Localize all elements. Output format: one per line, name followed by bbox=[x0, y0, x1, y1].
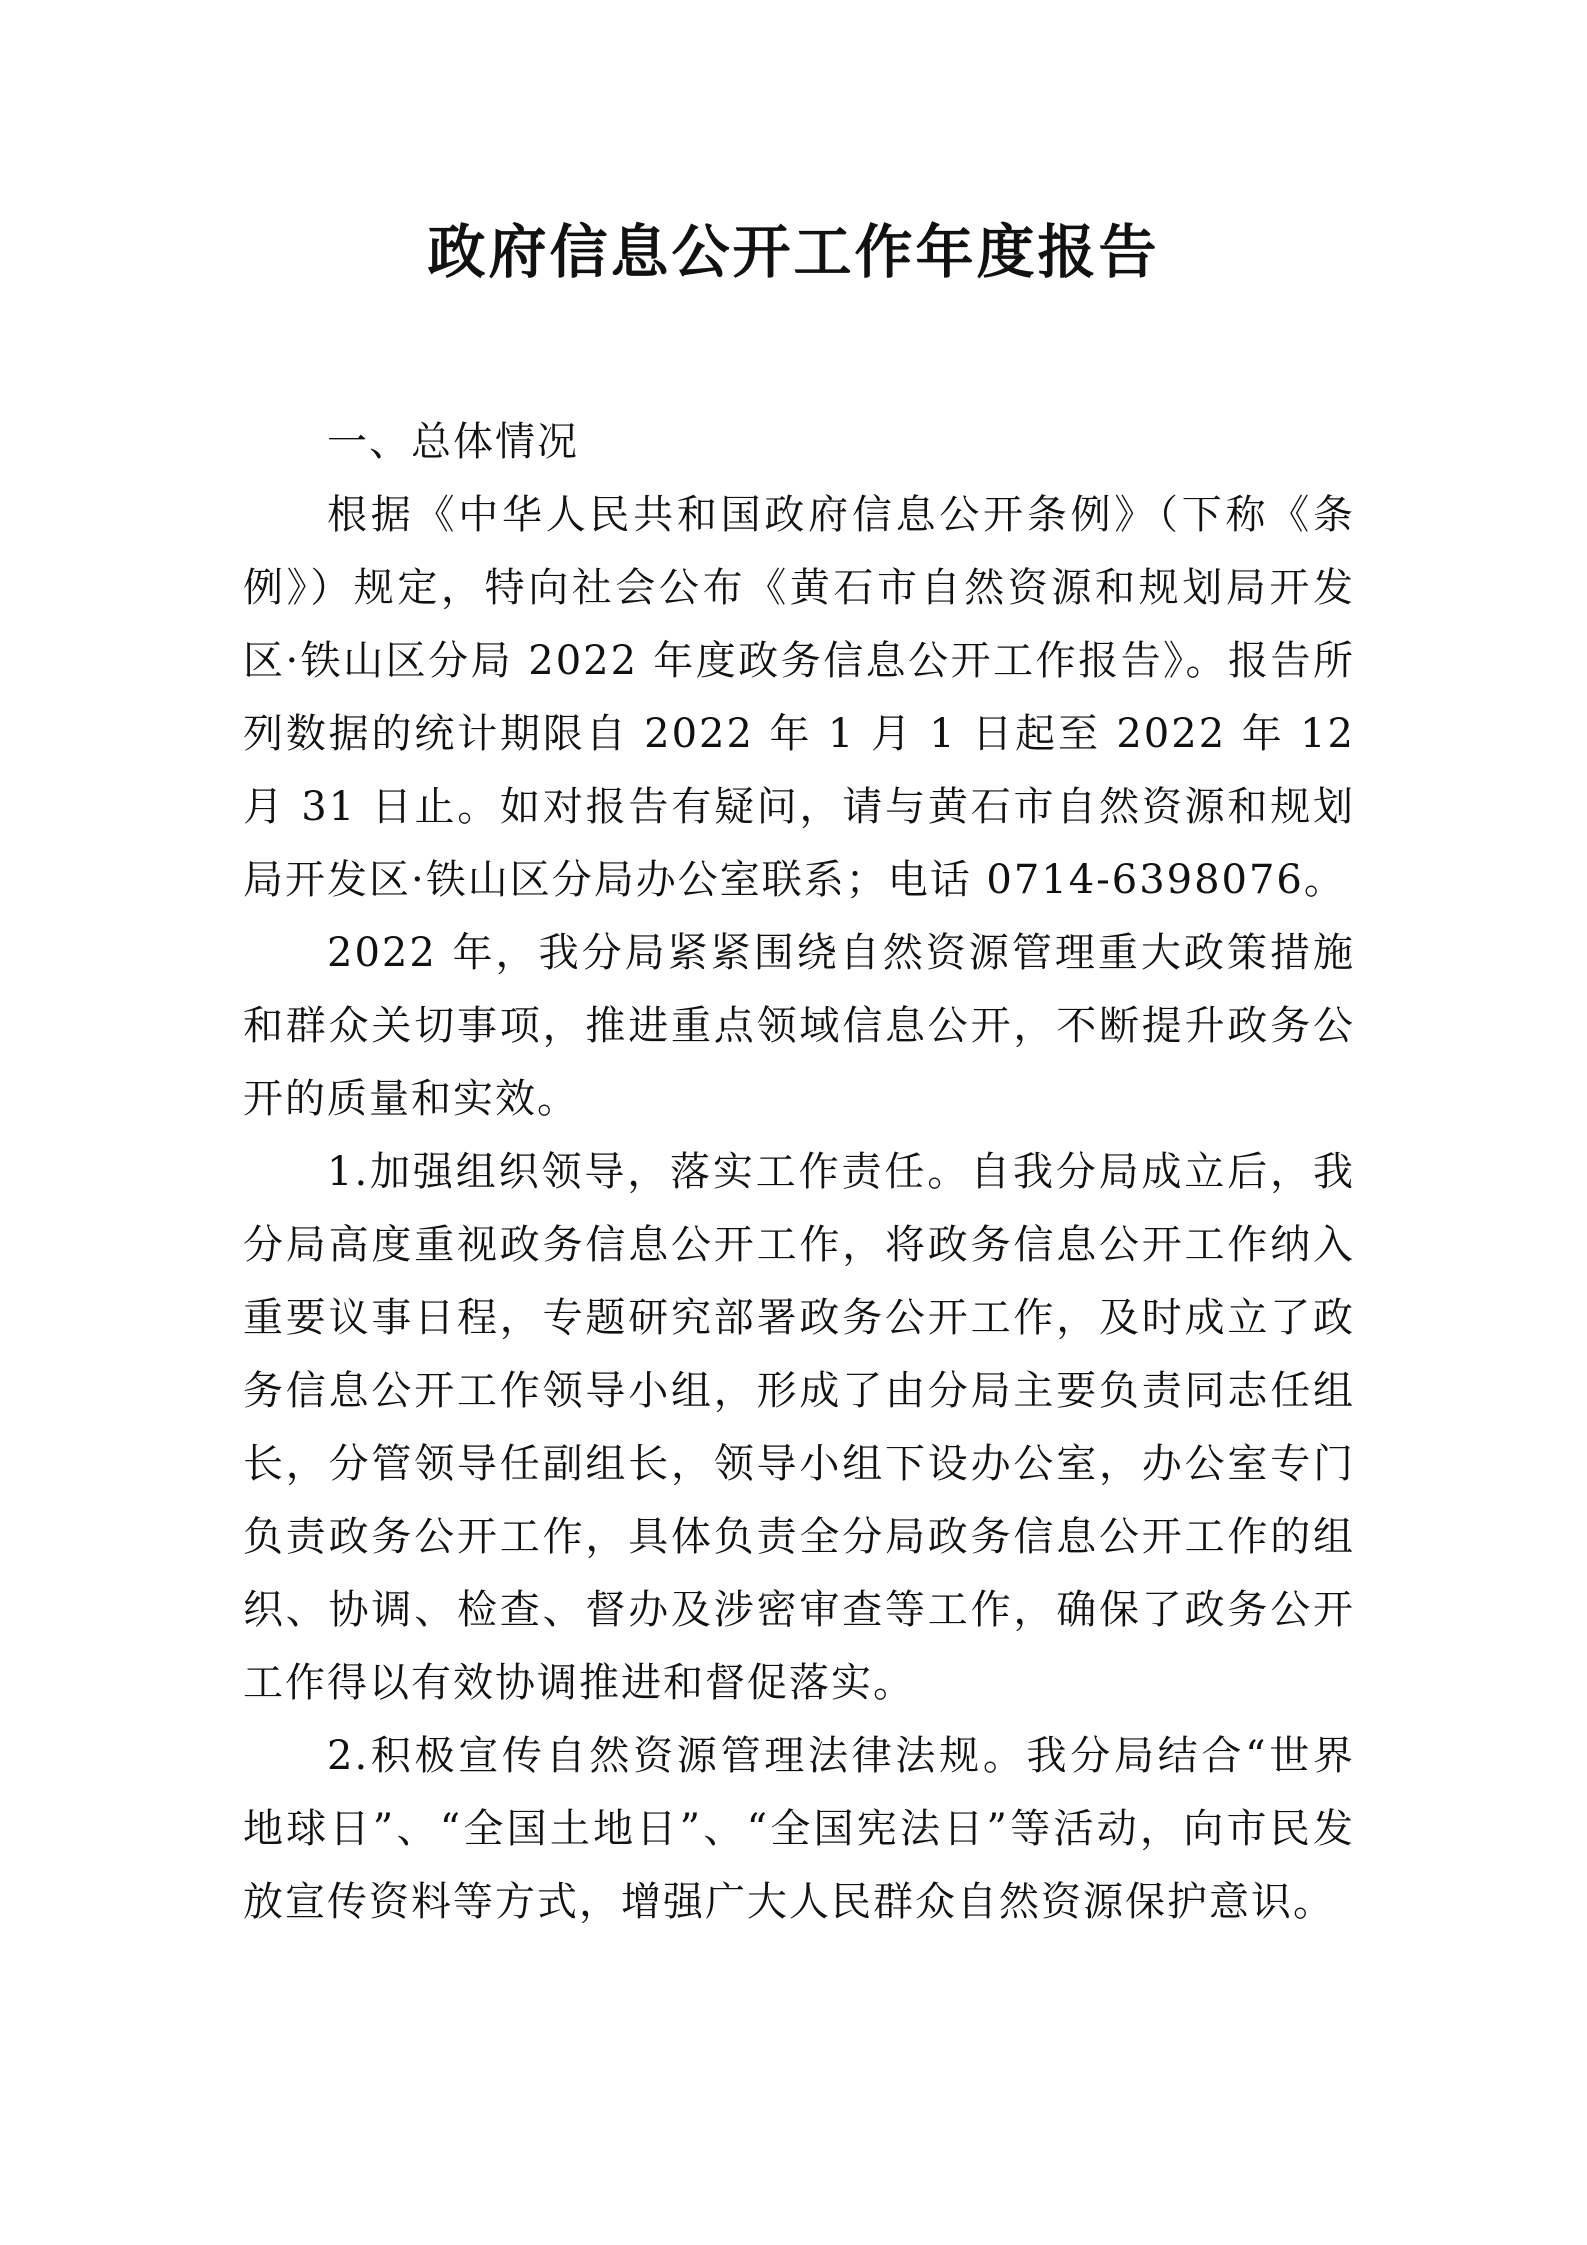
section-heading: 一、总体情况 bbox=[327, 419, 579, 465]
document-title: 政府信息公开工作年度报告 bbox=[427, 218, 1160, 286]
document-body bbox=[243, 406, 1355, 1939]
paragraph-summary: 2022 年，我分局紧紧围绕自然资源管理重大政策措施和群众关切事项，推进重点领域信息公开，不断提升政务公开的质量和实效。 bbox=[243, 930, 1355, 1122]
paragraph-item-1: 1.加强组织领导，落实工作责任。自我分局成立后，我分局高度重视政务信息公开工作，将政务信息公开工作纳入重要议事日程，专题研究部署政务公开工作，及时成立了政务信息公开工作领导小组，形成了由分局主要负责同志任组长，分管领导任副组长，领导小组下设办公室，办公室专门负责政务公开工作，具体负责全分局政务信息公开工作的组织、协调、检查、督办及涉密审查等工作，确保了政务公开工作得以有效协调推进和督促落实。 bbox=[243, 1149, 1355, 1706]
paragraph-intro: 根据《中华人民共和国政府信息公开条例》（下称《条例》）规定，特向社会公布《黄石市自然资源和规划局开发区·铁山区分局 2022 年度政务信息公开工作报告》。报告所列数据的统计期限自 2022 年 1 月 1 日起至 2022 年 12 月 31 日止。如对报告有疑问，请与黄石市自然资源和规划局开发区·铁山区分局办公室联系；电话 0714-6398076。 bbox=[243, 492, 1355, 903]
paragraph-item-2: 2.积极宣传自然资源管理法律法规。我分局结合“世界地球日”、“全国土地日”、“全国宪法日”等活动，向市民发放宣传资料等方式，增强广大人民群众自然资源保护意识。 bbox=[243, 1733, 1355, 1925]
